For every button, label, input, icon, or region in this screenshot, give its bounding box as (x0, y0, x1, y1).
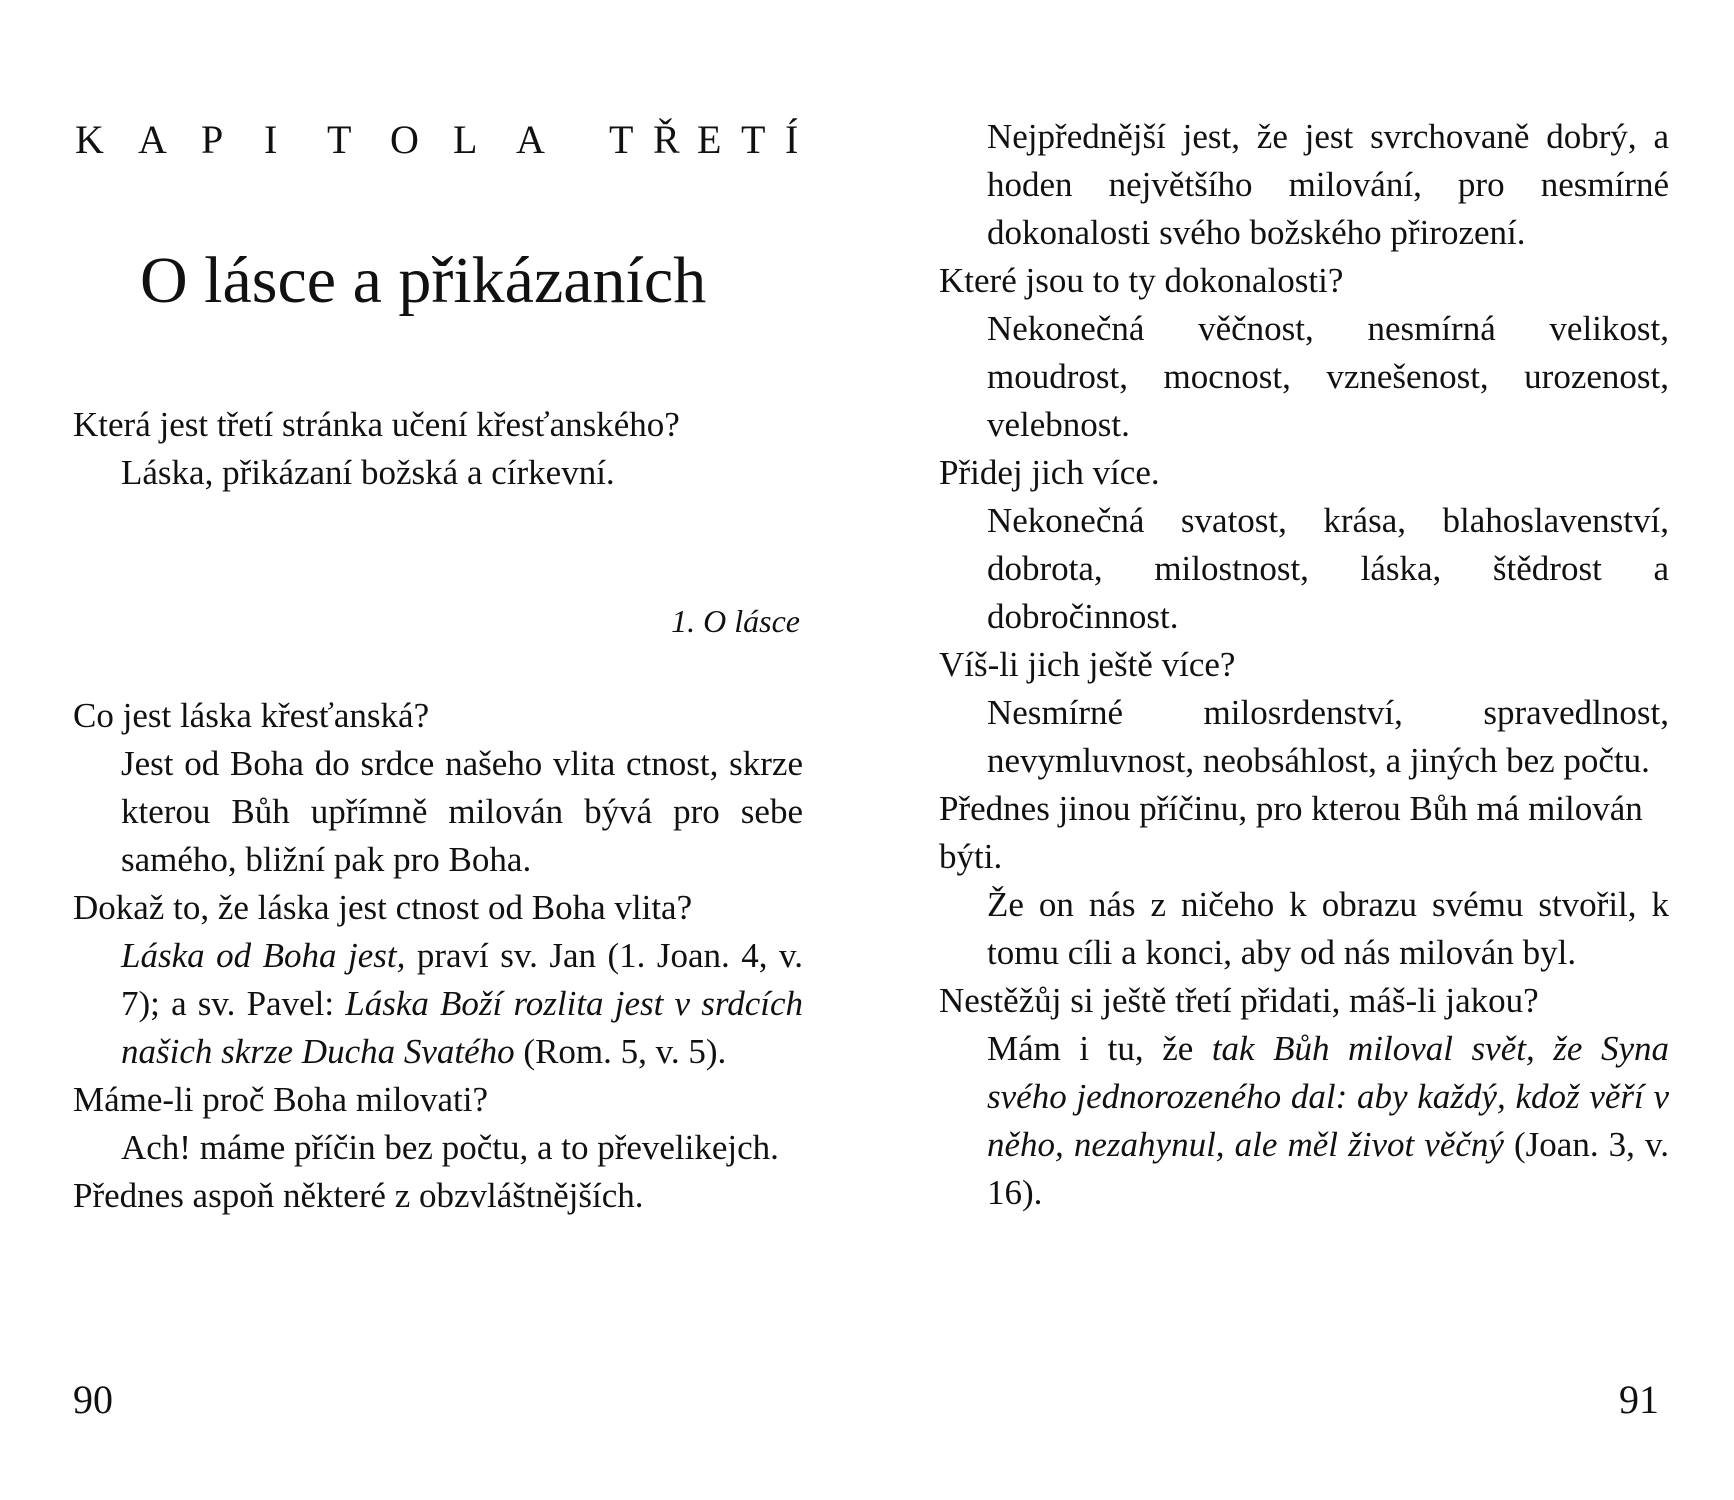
question: Co jest láska křesťanská? (73, 696, 430, 735)
answer: Že on nás z ničeho k obrazu svému stvořil, k tomu cíli a konci, aby od nás milován byl. (987, 885, 1669, 972)
question: Máme-li proč Boha milovati? (73, 1080, 489, 1119)
question: Víš-li jich ještě více? (939, 645, 1236, 684)
scripture-quote: Láska od Boha jest, (121, 936, 406, 975)
answer (939, 1025, 1669, 1217)
question: Přednes aspoň některé z obzvláštnějších. (73, 1176, 644, 1215)
chapter-title: O lásce a přikázaních (140, 244, 707, 317)
section-number: 1. (671, 603, 696, 639)
letter: A (516, 117, 547, 162)
letter: Ř (653, 117, 682, 162)
right-page (867, 0, 1734, 1500)
answer: Nesmírné milosrdenství, spravedlnost, nevymluvnost, neobsáhlost, a jiných bez počtu. (987, 693, 1669, 780)
letter: K (75, 117, 106, 162)
section-heading (560, 605, 800, 637)
page-number: 91 (1619, 1377, 1659, 1422)
catechism-text-left (73, 692, 803, 1220)
letter: A (138, 117, 169, 162)
answer-text: (Rom. 5, v. 5). (514, 1032, 727, 1071)
letter: T (609, 117, 636, 162)
answer-text: praví sv. Jan (1. Joan. 4, v. 7); a sv. Pavel: (121, 936, 803, 1023)
answer: Ach! máme příčin bez počtu, a to převelikejch. (121, 1128, 779, 1167)
letter: Í (785, 117, 801, 162)
catechism-text-right (939, 113, 1669, 1217)
scripture-quote: tak Bůh miloval svět, že Syna svého jednorozeného dal: aby každý, kdož věří v něho, nezahynul, ale měl život věčný (987, 1029, 1669, 1164)
answer: Nekonečná věčnost, nesmírná velikost, moudrost, mocnost, vznešenost, urozenost, velebnost. (987, 309, 1669, 444)
question: Které jsou to ty dokonalosti? (939, 261, 1344, 300)
answer (73, 932, 803, 1076)
letter: O (390, 117, 421, 162)
page-number: 90 (73, 1377, 113, 1422)
question: Přidej jich více. (939, 453, 1160, 492)
question: Přednes jinou příčinu, pro kterou Bůh má milován býti. (939, 789, 1643, 876)
intro-text (73, 401, 803, 497)
question: Která jest třetí stránka učení křesťanského? (73, 405, 680, 444)
letter: L (453, 117, 480, 162)
letter: E (697, 117, 724, 162)
letter: T (327, 117, 354, 162)
answer: Nejpřednější jest, že jest svrchovaně dobrý, a hoden největšího milování, pro nesmírné dokonalosti svého božského přirození. (987, 117, 1669, 252)
letter: P (201, 117, 226, 162)
scripture-quote: Láska Boží rozlita jest v srdcích našich skrze Ducha Svatého (121, 984, 803, 1071)
answer: Láska, přikázaní božská a církevní. (121, 453, 615, 492)
letter: T (741, 117, 768, 162)
answer-text: (Joan. 3, v. 16). (987, 1125, 1669, 1212)
answer: Nekonečná svatost, krása, blahoslavenství, dobrota, milostnost, láska, štědrost a dobročinnost. (987, 501, 1669, 636)
letter: I (264, 117, 280, 162)
chapter-label (75, 117, 805, 162)
question: Nestěžůj si ještě třetí přidati, máš-li jakou? (939, 981, 1539, 1020)
question: Dokaž to, že láska jest ctnost od Boha vlita? (73, 888, 693, 927)
section-title: O lásce (703, 603, 800, 639)
answer-text: Mám i tu, že (987, 1029, 1212, 1068)
answer: Jest od Boha do srdce našeho vlita ctnost, skrze kterou Bůh upřímně milován bývá pro sebe samého, bližní pak pro Boha. (121, 744, 803, 879)
